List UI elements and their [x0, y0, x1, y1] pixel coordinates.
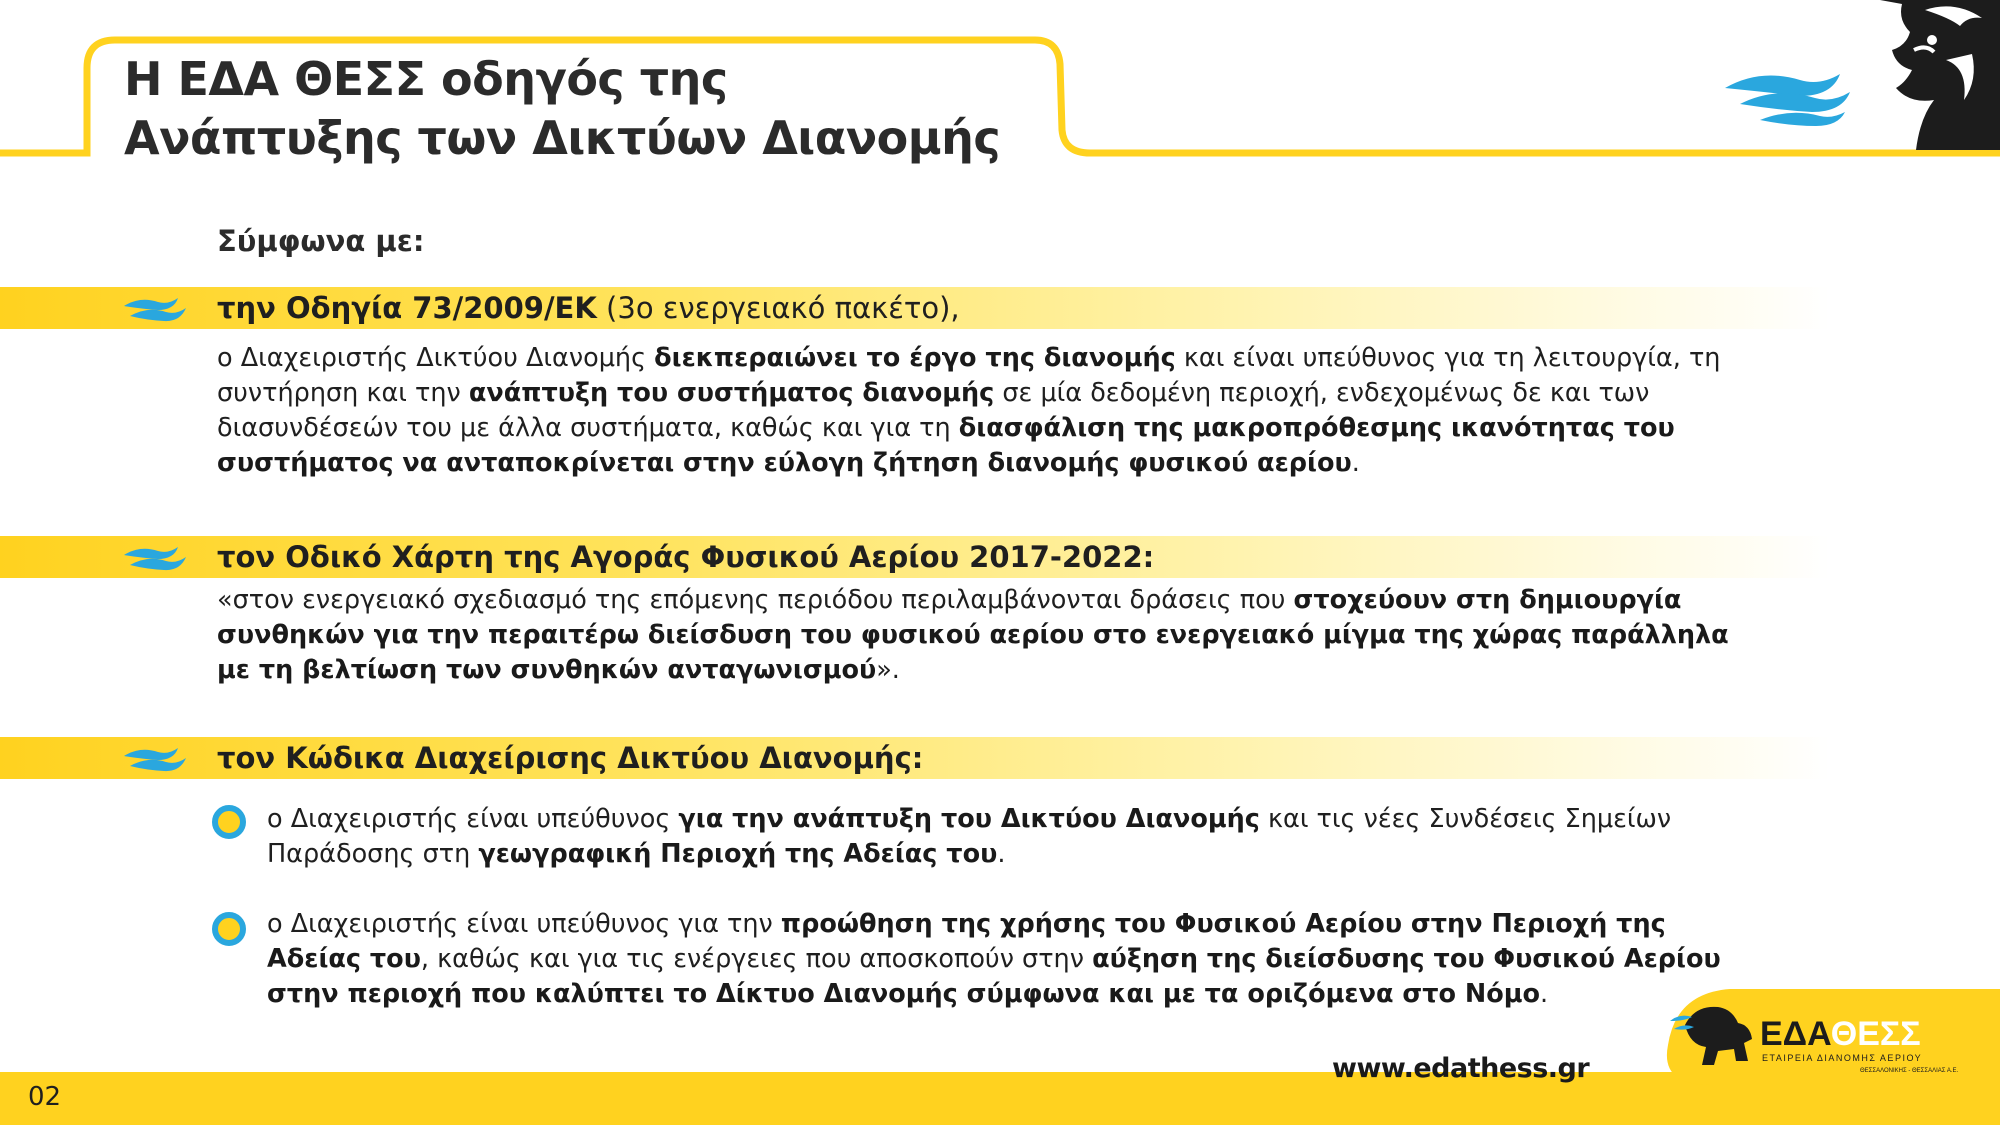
- brand-logo: [1640, 985, 2000, 1085]
- text-line: Αδείας του, καθώς και για τις ενέργειες που αποσκοπούν στην αύξηση της διείσδυσης του Φυσικού Αερίου: [267, 944, 1721, 974]
- section-heading-3: τον Κώδικα Διαχείρισης Δικτύου Διανομής:: [217, 741, 924, 775]
- bold-phrase: αύξηση της διείσδυσης του Φυσικού Αερίου: [1092, 944, 1721, 974]
- section-heading-2: τον Οδικό Χάρτη της Αγοράς Φυσικού Αερίου 2017-2022:: [217, 540, 1155, 574]
- text-line: συντήρηση και την ανάπτυξη του συστήματος διανομής σε μία δεδομένη περιοχή, ενδεχομένως δε και των: [217, 378, 1650, 408]
- wave-icon: [1725, 74, 1850, 126]
- section-heading-1: την Οδηγία 73/2009/ΕΚ (3ο ενεργειακό πακέτο),: [217, 291, 960, 325]
- wave-icon: [122, 541, 190, 575]
- lion-icon: [1720, 0, 2000, 150]
- wave-icon: [122, 742, 190, 776]
- page-title-line-1: Η ΕΔΑ ΘΕΣΣ οδηγός της: [124, 52, 728, 106]
- bullet-text-2: [267, 907, 1721, 1012]
- bold-phrase: προώθηση της χρήσης του Φυσικού Αερίου στην Περιοχή της: [780, 909, 1666, 939]
- text-line: στην περιοχή που καλύπτει το Δίκτυο Διανομής σύμφωνα και με τα οριζόμενα στο Νόμο.: [267, 979, 1549, 1009]
- text-line: «στον ενεργειακό σχεδιασμό της επόμενης περιόδου περιλαμβάνονται δράσεις που στοχεύουν στη δημιουργία: [217, 585, 1682, 615]
- bold-phrase: συστήματος να ανταποκρίνεται στην εύλογη ζήτηση διανομής φυσικού αερίου: [217, 448, 1352, 478]
- bullet-ring-icon: [212, 912, 246, 946]
- bold-phrase: διασφάλιση της μακροπρόθεσμης ικανότητας του: [958, 413, 1675, 443]
- page-title-line-2: Ανάπτυξης των Δικτύων Διανομής: [124, 111, 1001, 165]
- text-line: [217, 618, 1729, 653]
- website-link[interactable]: www.edathess.gr: [1332, 1053, 1590, 1084]
- section-body-1: [217, 341, 1720, 481]
- logo-small-text: ΘΕΣΣΑΛΟΝΙΚΗΣ - ΘΕΣΣΑΛΙΑΣ Α.Ε.: [1860, 1068, 1959, 1074]
- text-line: ο Διαχειριστής είναι υπεύθυνος για την ανάπτυξη του Δικτύου Διανομής και τις νέες Συνδέσεις Σημείων: [267, 804, 1672, 834]
- text-line: Παράδοσης στη γεωγραφική Περιοχή της Αδείας του.: [267, 839, 1006, 869]
- bold-phrase: διεκπεραιώνει το έργο της διανομής: [654, 343, 1176, 373]
- text-line: διασυνδέσεών του με άλλα συστήματα, καθώς και για τη διασφάλιση της μακροπρόθεσμης ικανότητας του: [217, 413, 1675, 443]
- logo-wordmark: ΕΔΑΘΕΣΣ: [1760, 1015, 1921, 1053]
- text-line: ο Διαχειριστής είναι υπεύθυνος για την προώθηση της χρήσης του Φυσικού Αερίου στην Περιοχή της: [267, 909, 1666, 939]
- intro-label: Σύμφωνα με:: [217, 224, 425, 258]
- bold-phrase: συνθηκών για την περαιτέρω διείσδυση του φυσικού αερίου στο ενεργειακό μίγμα της χώρας παράλληλα: [217, 620, 1729, 650]
- bold-phrase: με τη βελτίωση των συνθηκών ανταγωνισμού: [217, 655, 877, 685]
- bold-phrase: ανάπτυξη του συστήματος διανομής: [468, 378, 995, 408]
- page-number: 02: [28, 1082, 62, 1112]
- bold-phrase: γεωγραφική Περιοχή της Αδείας του: [478, 839, 998, 869]
- bold-phrase: για την ανάπτυξη του Δικτύου Διανομής: [678, 804, 1260, 834]
- text-line: συστήματος να ανταποκρίνεται στην εύλογη ζήτηση διανομής φυσικού αερίου.: [217, 448, 1360, 478]
- section-heading-band-1: [0, 287, 1830, 329]
- bold-phrase: στην περιοχή που καλύπτει το Δίκτυο Διανομής σύμφωνα και με τα οριζόμενα στο Νόμο: [267, 979, 1541, 1009]
- section-heading-band-2: [0, 536, 1830, 578]
- section-heading-band-3: [0, 737, 1830, 779]
- section-body-2: [217, 583, 1729, 688]
- wave-icon: [122, 292, 190, 326]
- text-line: ο Διαχειριστής Δικτύου Διανομής διεκπεραιώνει το έργο της διανομής και είναι υπεύθυνος για τη λειτουργία, τη: [217, 343, 1721, 373]
- bold-phrase: Αδείας του: [267, 944, 421, 974]
- bold-phrase: στοχεύουν στη δημιουργία: [1293, 585, 1682, 615]
- bullet-text-1: [267, 802, 1671, 872]
- logo-subtitle: ΕΤΑΙΡΕΙΑ ΔΙΑΝΟΜΗΣ ΑΕΡΙΟΥ: [1762, 1053, 1923, 1063]
- text-line: με τη βελτίωση των συνθηκών ανταγωνισμού».: [217, 655, 900, 685]
- bullet-ring-icon: [212, 805, 246, 839]
